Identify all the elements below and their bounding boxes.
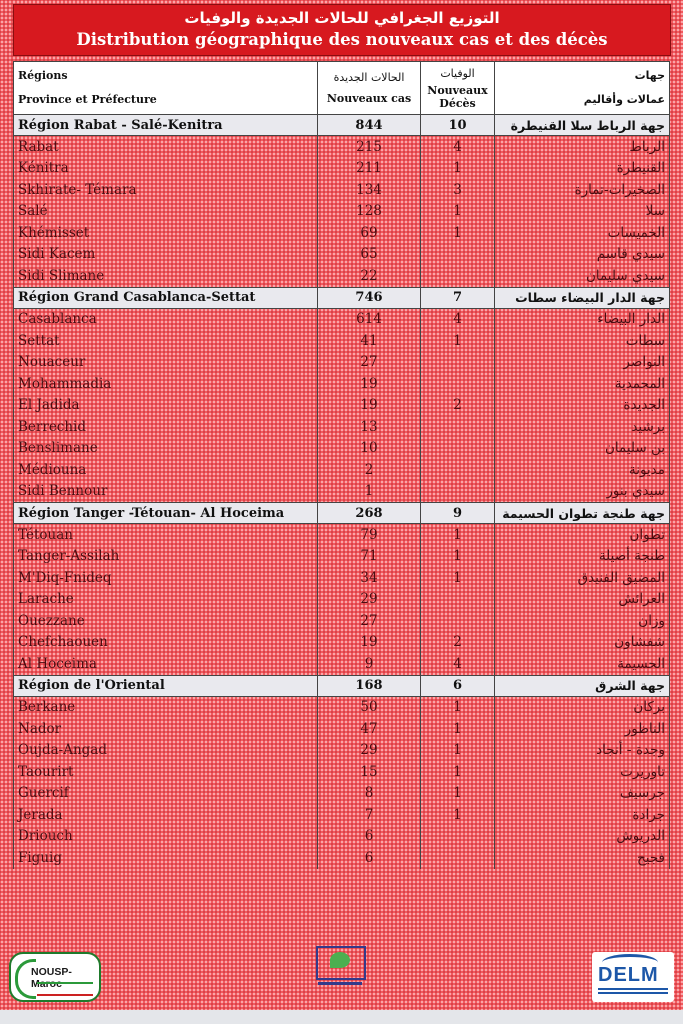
province-cases: 22 (318, 265, 421, 287)
province-name-ar: سيدي بنور (495, 481, 670, 503)
province-cases: 19 (318, 632, 421, 654)
table-row (14, 265, 670, 287)
title-arabic: التوزيع الجغرافي للحالات الجديدة والوفيات (184, 9, 500, 27)
ministry-bar-icon (318, 982, 362, 985)
province-deaths: 4 (421, 653, 495, 675)
title-french: Distribution géographique des nouveaux cas et des décès (76, 30, 608, 49)
region-name-ar: جهة الشرق (495, 675, 670, 696)
province-name: Rabat (14, 136, 318, 158)
province-name-ar: بن سليمان (495, 438, 670, 460)
province-deaths: 2 (421, 395, 495, 417)
title-banner (13, 4, 671, 56)
header-region-ar (495, 62, 670, 115)
province-deaths: 4 (421, 308, 495, 330)
province-deaths (421, 589, 495, 611)
province-cases: 134 (318, 179, 421, 201)
table-row (14, 826, 670, 848)
province-deaths: 1 (421, 546, 495, 568)
table-row (14, 696, 670, 718)
province-name: Settat (14, 330, 318, 352)
province-cases: 29 (318, 589, 421, 611)
region-deaths: 6 (421, 675, 495, 696)
region-cases: 746 (318, 287, 421, 308)
region-name: Région Grand Casablanca-Settat (14, 287, 318, 308)
province-cases: 69 (318, 222, 421, 244)
province-name: Sidi Slimane (14, 265, 318, 287)
province-name: Médiouna (14, 459, 318, 481)
province-cases: 7 (318, 804, 421, 826)
province-name-ar: شفشاون (495, 632, 670, 654)
province-deaths: 3 (421, 179, 495, 201)
province-cases: 215 (318, 136, 421, 158)
province-cases: 10 (318, 438, 421, 460)
delm-logo (592, 952, 674, 1002)
province-cases: 41 (318, 330, 421, 352)
nousp-lines-icon (37, 982, 93, 996)
province-cases: 71 (318, 546, 421, 568)
region-cases: 168 (318, 675, 421, 696)
header-province-label: Province et Préfecture (18, 93, 157, 106)
province-deaths (421, 438, 495, 460)
table-row (14, 589, 670, 611)
province-name-ar: سطات (495, 330, 670, 352)
table-row (14, 546, 670, 568)
province-deaths (421, 265, 495, 287)
province-name: Chefchaouen (14, 632, 318, 654)
province-name: Casablanca (14, 308, 318, 330)
province-name-ar: الناظور (495, 718, 670, 740)
province-name: Figuig (14, 847, 318, 869)
province-name-ar: سلا (495, 201, 670, 223)
table-row (14, 352, 670, 374)
province-cases: 15 (318, 761, 421, 783)
province-deaths: 1 (421, 804, 495, 826)
table-row (14, 524, 670, 546)
province-cases: 47 (318, 718, 421, 740)
delm-logo-text: DELM (598, 964, 659, 986)
table-row (14, 395, 670, 417)
region-row (14, 287, 670, 308)
province-name-ar: النواصر (495, 352, 670, 374)
province-deaths: 1 (421, 761, 495, 783)
province-name-ar: تاوريرت (495, 761, 670, 783)
table-row (14, 330, 670, 352)
table-row (14, 847, 670, 869)
province-name: Mohammadia (14, 373, 318, 395)
province-name-ar: تطوان (495, 524, 670, 546)
province-deaths: 2 (421, 632, 495, 654)
province-name-ar: وجدة - أنجاد (495, 740, 670, 762)
province-name-ar: الدريوش (495, 826, 670, 848)
ministry-leaf-icon (330, 952, 350, 968)
region-row (14, 503, 670, 524)
region-name: Région de l'Oriental (14, 675, 318, 696)
province-cases: 1 (318, 481, 421, 503)
province-name: Tanger-Assilah (14, 546, 318, 568)
province-deaths: 1 (421, 158, 495, 180)
province-cases: 34 (318, 567, 421, 589)
region-cases: 844 (318, 115, 421, 136)
province-name: Al Hoceima (14, 653, 318, 675)
province-name: Salé (14, 201, 318, 223)
province-cases: 13 (318, 416, 421, 438)
province-deaths (421, 416, 495, 438)
region-row (14, 115, 670, 136)
province-name-ar: المحمدية (495, 373, 670, 395)
province-name: Driouch (14, 826, 318, 848)
nousp-logo (9, 952, 101, 1002)
table-row (14, 610, 670, 632)
province-deaths: 1 (421, 524, 495, 546)
province-name: Berrechid (14, 416, 318, 438)
province-name: Berkane (14, 696, 318, 718)
province-cases: 128 (318, 201, 421, 223)
province-name: Benslimane (14, 438, 318, 460)
province-cases: 211 (318, 158, 421, 180)
table-row (14, 740, 670, 762)
province-deaths: 1 (421, 783, 495, 805)
bottom-strip (0, 1010, 683, 1024)
table-header-row (14, 62, 670, 115)
province-name: Taourirt (14, 761, 318, 783)
region-name-ar: جهة الدار البيضاء سطات (495, 287, 670, 308)
province-name: Kénitra (14, 158, 318, 180)
header-new-cases (318, 62, 421, 115)
province-cases: 19 (318, 395, 421, 417)
table-row (14, 783, 670, 805)
province-name: El Jadida (14, 395, 318, 417)
province-cases: 6 (318, 847, 421, 869)
province-cases: 65 (318, 244, 421, 266)
province-name-ar: القنيطرة (495, 158, 670, 180)
table-row (14, 373, 670, 395)
table-row (14, 718, 670, 740)
province-deaths: 1 (421, 718, 495, 740)
table-body (14, 115, 670, 869)
province-name-ar: الجديدة (495, 395, 670, 417)
table-row (14, 459, 670, 481)
province-cases: 27 (318, 352, 421, 374)
table-row (14, 416, 670, 438)
province-deaths: 1 (421, 740, 495, 762)
province-name: Ouezzane (14, 610, 318, 632)
province-cases: 79 (318, 524, 421, 546)
province-name-ar: سيدي قاسم (495, 244, 670, 266)
table-row (14, 308, 670, 330)
province-name-ar: جرادة (495, 804, 670, 826)
province-name: Larache (14, 589, 318, 611)
province-name: M'Diq-Fnideq (14, 567, 318, 589)
nousp-logo-text: NOUSP-Maroc (31, 966, 72, 990)
table-row (14, 632, 670, 654)
province-name-ar: مديونة (495, 459, 670, 481)
province-name-ar: العرائش (495, 589, 670, 611)
province-cases: 6 (318, 826, 421, 848)
province-name-ar: بركان (495, 696, 670, 718)
province-name: Skhirate- Témara (14, 179, 318, 201)
province-name-ar: طنجة أصيلة (495, 546, 670, 568)
province-name: Nador (14, 718, 318, 740)
province-deaths (421, 459, 495, 481)
province-name: Oujda-Angad (14, 740, 318, 762)
province-name: Khémisset (14, 222, 318, 244)
province-deaths: 1 (421, 222, 495, 244)
region-deaths: 7 (421, 287, 495, 308)
header-new-deaths (421, 62, 495, 115)
header-regions-label: Régions (18, 69, 68, 82)
delm-lines-icon (598, 988, 668, 990)
province-name-ar: الحسيمة (495, 653, 670, 675)
province-deaths: 4 (421, 136, 495, 158)
header-cases-fr: Nouveaux cas (326, 92, 412, 105)
table-row (14, 136, 670, 158)
header-province-ar-label: عمالات وأقاليم (583, 93, 665, 106)
table-row (14, 179, 670, 201)
table-row (14, 653, 670, 675)
province-deaths (421, 352, 495, 374)
region-cases: 268 (318, 503, 421, 524)
province-deaths (421, 244, 495, 266)
table-row (14, 222, 670, 244)
province-name: Tétouan (14, 524, 318, 546)
header-deaths-ar: الوفيات (440, 66, 475, 80)
region-deaths: 10 (421, 115, 495, 136)
region-name: Région Rabat - Salé-Kenitra (14, 115, 318, 136)
province-deaths: 1 (421, 330, 495, 352)
region-name: Région Tanger -Tétouan- Al Hoceima (14, 503, 318, 524)
header-region-fr (14, 62, 318, 115)
province-name-ar: الدار البيضاء (495, 308, 670, 330)
province-deaths (421, 847, 495, 869)
province-name: Sidi Kacem (14, 244, 318, 266)
province-name-ar: سيدي سليمان (495, 265, 670, 287)
province-cases: 8 (318, 783, 421, 805)
table-row (14, 804, 670, 826)
province-name-ar: فجيج (495, 847, 670, 869)
province-cases: 19 (318, 373, 421, 395)
header-cases-ar: الحالات الجديدة (333, 71, 405, 84)
province-cases: 29 (318, 740, 421, 762)
province-deaths (421, 826, 495, 848)
province-name-ar: الخميسات (495, 222, 670, 244)
region-name-ar: جهة الرباط سلا القنيطرة (495, 115, 670, 136)
province-name: Jerada (14, 804, 318, 826)
province-cases: 2 (318, 459, 421, 481)
table-row (14, 201, 670, 223)
ministry-logo (314, 944, 366, 990)
province-deaths: 1 (421, 201, 495, 223)
table-row (14, 761, 670, 783)
table-row (14, 481, 670, 503)
table-row (14, 438, 670, 460)
province-deaths: 1 (421, 696, 495, 718)
province-name-ar: برشيد (495, 416, 670, 438)
distribution-table (13, 61, 670, 869)
province-deaths (421, 610, 495, 632)
province-cases: 27 (318, 610, 421, 632)
header-deaths-fr: Nouveaux Décès (427, 83, 488, 110)
province-name: Guercif (14, 783, 318, 805)
table-row (14, 567, 670, 589)
header-regions-ar-label: جهات (634, 69, 665, 82)
region-deaths: 9 (421, 503, 495, 524)
province-name-ar: المضيق الفنيدق (495, 567, 670, 589)
province-cases: 9 (318, 653, 421, 675)
province-name-ar: الصخيرات-تمارة (495, 179, 670, 201)
province-deaths: 1 (421, 567, 495, 589)
province-cases: 614 (318, 308, 421, 330)
province-name-ar: الرباط (495, 136, 670, 158)
province-name-ar: جرسيف (495, 783, 670, 805)
province-cases: 50 (318, 696, 421, 718)
table-row (14, 244, 670, 266)
province-name: Nouaceur (14, 352, 318, 374)
region-name-ar: جهة طنجة تطوان الحسيمة (495, 503, 670, 524)
province-deaths (421, 481, 495, 503)
region-row (14, 675, 670, 696)
province-name-ar: وزان (495, 610, 670, 632)
province-deaths (421, 373, 495, 395)
province-name: Sidi Bennour (14, 481, 318, 503)
table-row (14, 158, 670, 180)
